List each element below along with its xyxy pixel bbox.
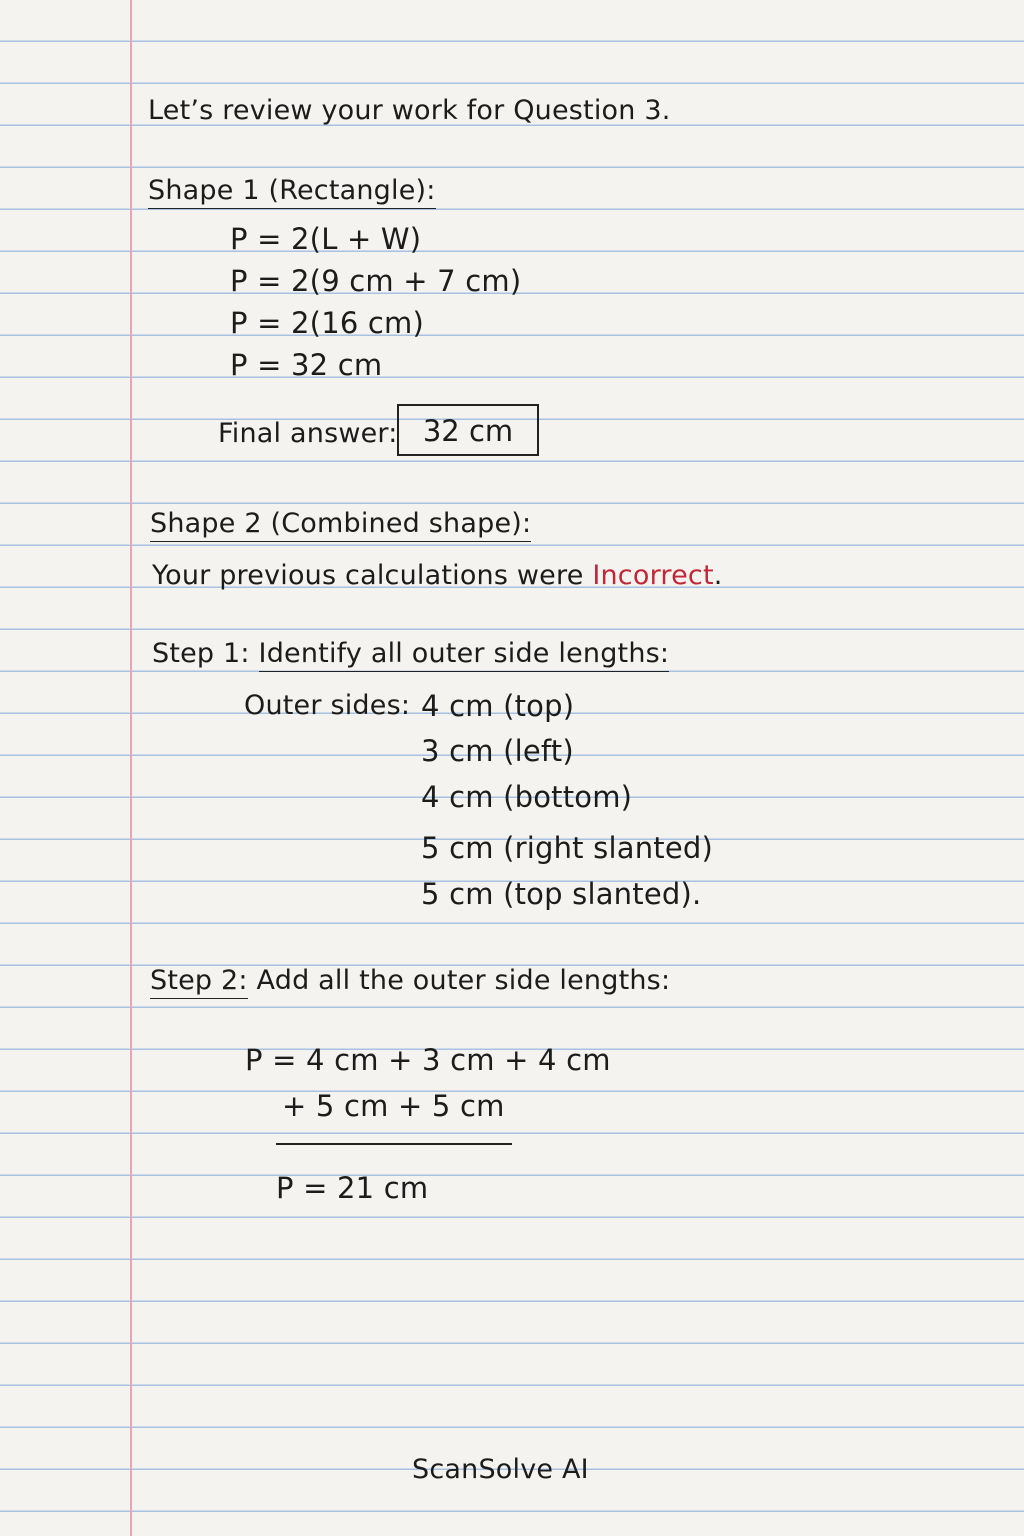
- step2-text: Add all the outer side lengths:: [256, 965, 671, 996]
- shape2-heading: Shape 2 (Combined shape):: [150, 508, 531, 542]
- shape1-heading: Shape 1 (Rectangle):: [148, 175, 436, 209]
- sum-line-2: + 5 cm + 5 cm: [282, 1089, 505, 1123]
- step1-identify-text: Identify all outer side lengths:: [259, 638, 670, 672]
- previous-calc-text: Your previous calculations were: [152, 560, 584, 591]
- footer-brand: ScanSolve AI: [412, 1454, 589, 1485]
- shape1-line-1: P = 2(L + W): [230, 222, 422, 256]
- sum-line-1: P = 4 cm + 3 cm + 4 cm: [245, 1043, 611, 1077]
- previous-calc-period: .: [713, 560, 723, 591]
- outer-side-5: 5 cm (top slanted).: [421, 877, 702, 911]
- final-answer-label: Final answer:: [218, 418, 398, 449]
- step1-label: Step 1:: [152, 638, 250, 669]
- intro-text: Let’s review your work for Question 3.: [148, 95, 671, 126]
- step2-label: Step 2:: [150, 965, 248, 999]
- shape1-line-3: P = 2(16 cm): [230, 306, 425, 340]
- outer-side-1: 4 cm (top): [421, 689, 575, 723]
- shape1-line-2: P = 2(9 cm + 7 cm): [230, 264, 522, 298]
- step2-line: [150, 965, 670, 996]
- sum-rule: [276, 1143, 512, 1145]
- outer-side-3: 4 cm (bottom): [421, 780, 633, 814]
- sum-result: P = 21 cm: [276, 1171, 429, 1205]
- incorrect-status: Incorrect: [592, 560, 714, 591]
- outer-side-4: 5 cm (right slanted): [421, 831, 714, 865]
- step1-line: [152, 638, 669, 669]
- shape1-line-4: P = 32 cm: [230, 348, 383, 382]
- final-answer-box: 32 cm: [397, 404, 539, 456]
- margin-line-red: [130, 0, 132, 1536]
- previous-calc-line: [152, 560, 723, 591]
- outer-sides-label: Outer sides:: [244, 690, 411, 721]
- outer-side-2: 3 cm (left): [421, 734, 574, 768]
